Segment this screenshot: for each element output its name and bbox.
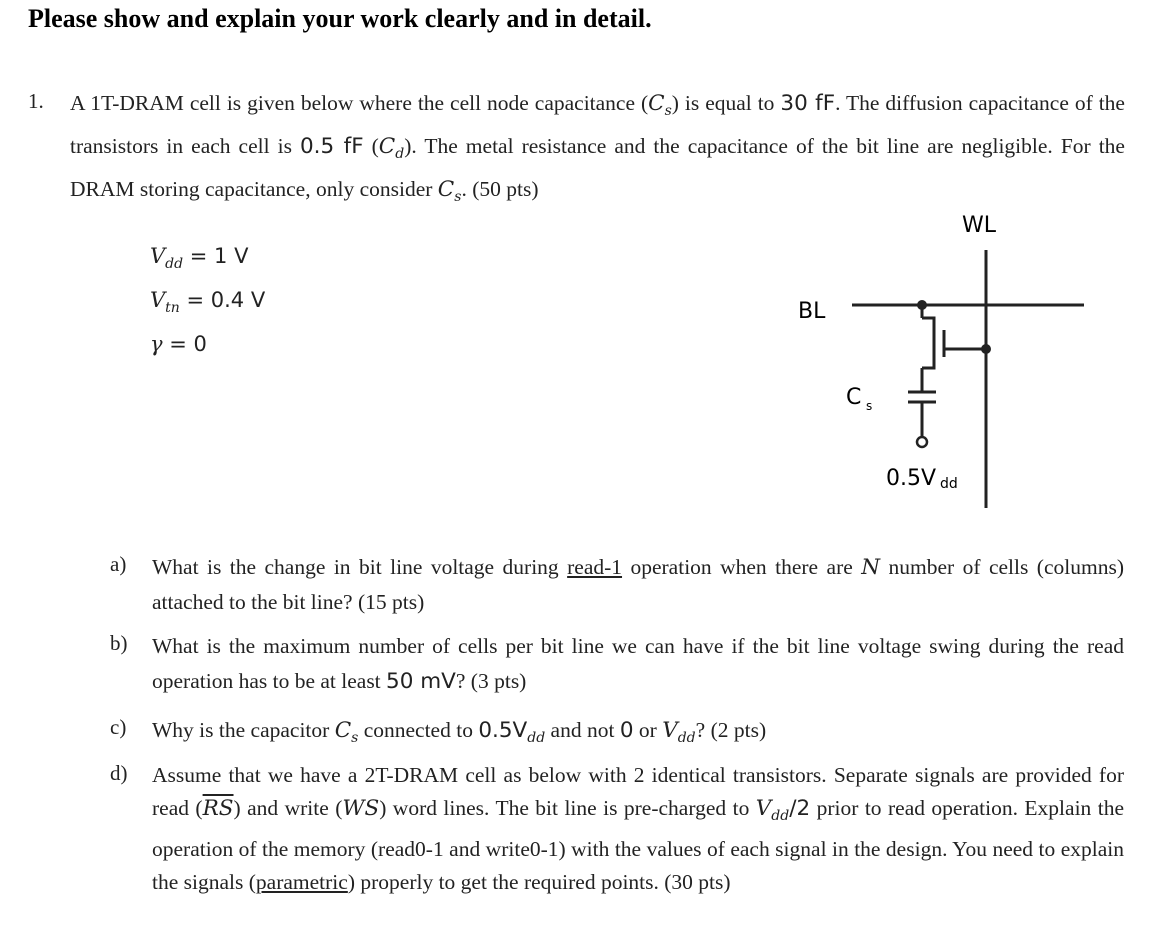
part-d-text: Assume that we have a 2T-DRAM cell as below with 2 identical transistors. Separate signals are provided for read $(\overline{RS})$ and write (WS) word lines. The bit line is pre-charged to $V_{dd}/2$ prior to read operation. Explain the operation of the memory (read0-1 and write0-1) with the values of each signal in the design. You need to explain the signals (parametric) properly to get the required points. (30 pts) bbox=[152, 763, 1125, 894]
bl-label: BL bbox=[798, 299, 826, 324]
part-c-text: Why is the capacitor $C_s$ connected to $0.5V_{dd}$ and not 0 or $V_{dd}$? (2 pts) bbox=[152, 718, 767, 746]
param-vdd: $V_{dd} = 1$ V bbox=[150, 244, 249, 272]
part-b-text: What is the maximum number of cells per bit line we can have if the bit line voltage swing during the read operation has to be at least 50 mV? (3 pts) bbox=[152, 634, 1124, 694]
part-b-label: b) bbox=[110, 631, 128, 655]
part-d-label: d) bbox=[110, 761, 128, 785]
cs-symbol: C bbox=[648, 91, 665, 116]
param-gamma: γ = 0 bbox=[150, 332, 207, 356]
param-vtn: $V_{tn} = 0.4$ V bbox=[150, 288, 266, 316]
cs-value: 30 fF bbox=[780, 91, 836, 116]
reference-terminal bbox=[917, 437, 927, 447]
cd-value: 0.5 fF bbox=[299, 134, 364, 159]
bitline-junction-dot bbox=[917, 300, 927, 310]
page-title: Please show and explain your work clearly and in detail. bbox=[28, 4, 652, 33]
cs-sub-label: s bbox=[866, 399, 873, 413]
question-intro: A 1T-DRAM cell is given below where the cell node capacitance $(C_s)$ is equal to 30 fF. The diffusion capacitance of the transistors in each cell is 0.5 fF $(C_d)$. The metal resistance and the capacitance of the bit line are negligible. For the DRAM storing capacitance, only consider $C_s$. (50 pts) bbox=[70, 91, 1125, 205]
part-a-label: a) bbox=[110, 552, 127, 576]
question-number: 1. bbox=[28, 89, 44, 113]
vref-sub-label: dd bbox=[940, 476, 958, 492]
part-c-label: c) bbox=[110, 715, 127, 739]
wl-label: WL bbox=[962, 213, 997, 238]
wordline-junction-dot bbox=[981, 344, 991, 354]
part-a-text: What is the change in bit line voltage during read-1 operation when there are N number of cells (columns) attached to the bit line? (15 pts) bbox=[152, 555, 1124, 614]
cs-label: C bbox=[846, 385, 862, 410]
vref-label: 0.5V bbox=[886, 466, 937, 491]
transistor-channel bbox=[922, 318, 934, 368]
